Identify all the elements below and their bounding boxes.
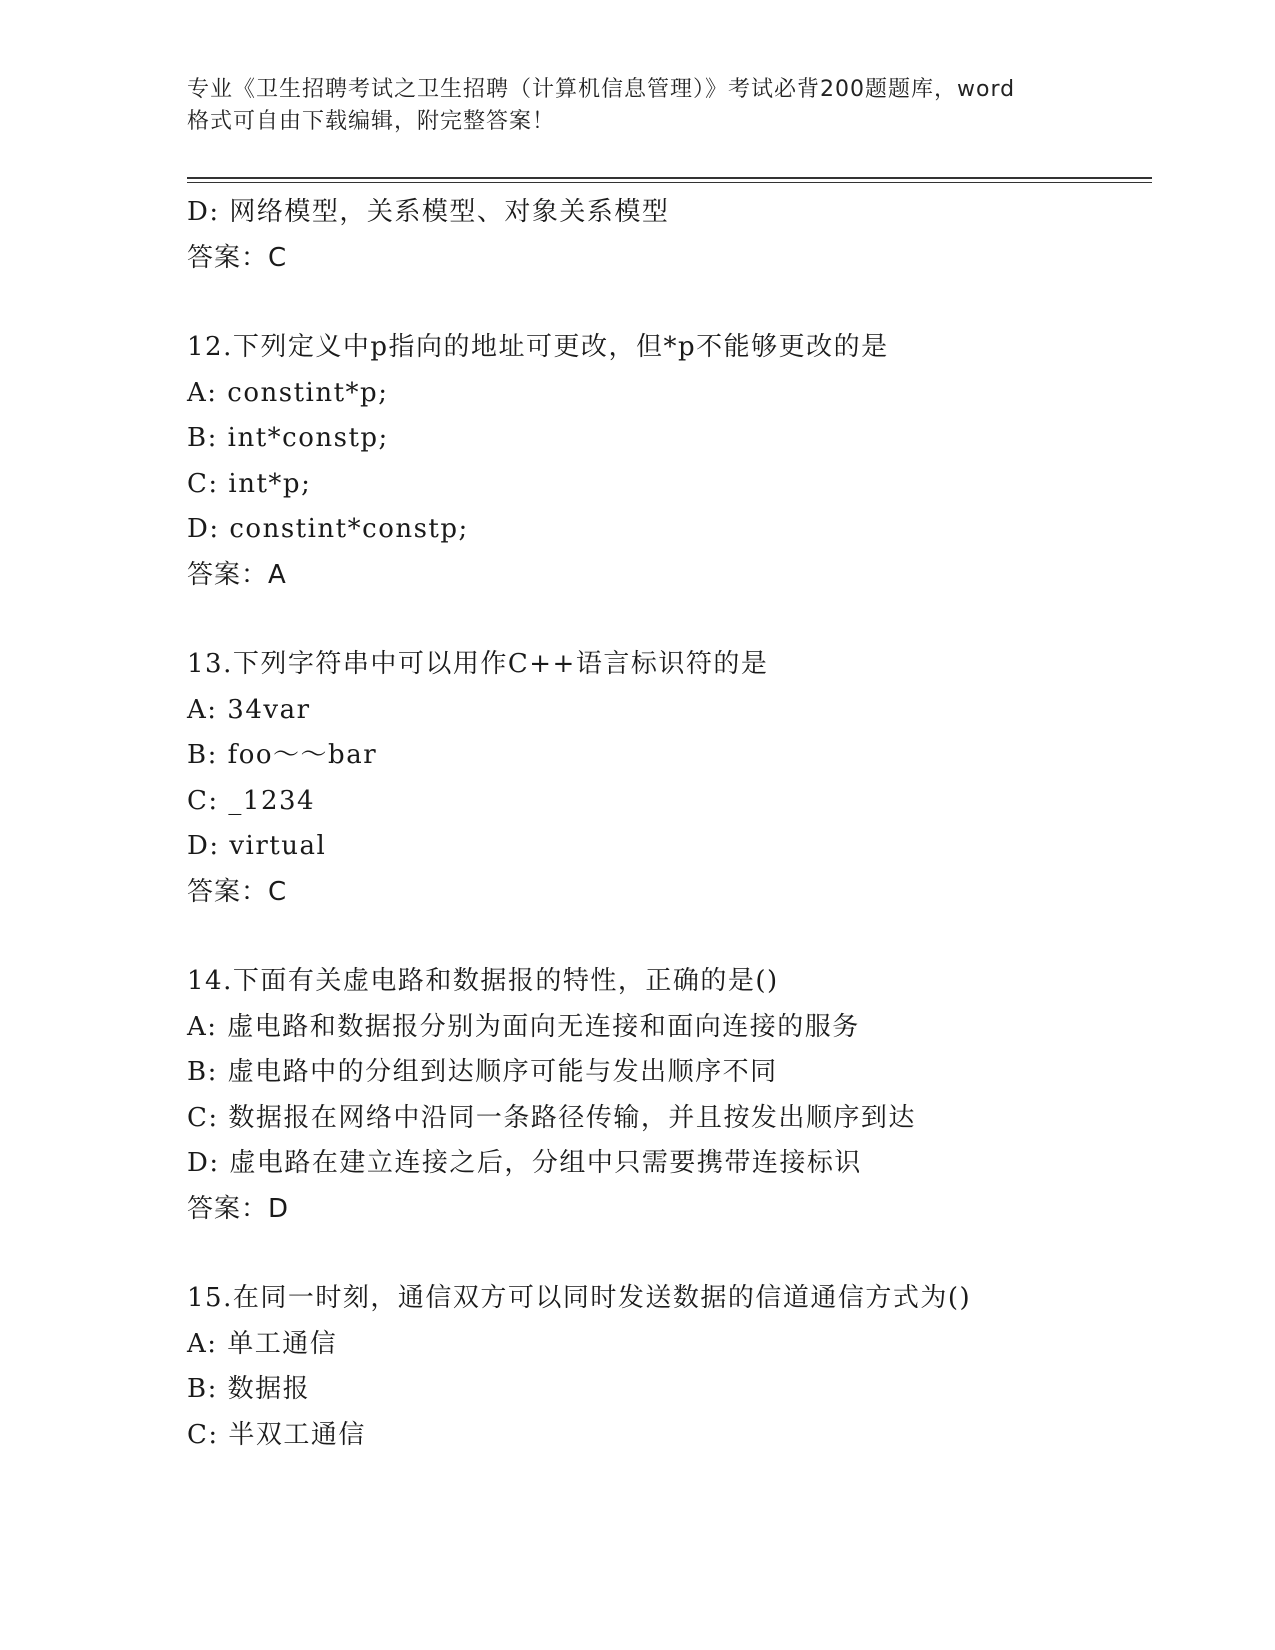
answer: 答案：D bbox=[187, 1193, 290, 1224]
option-b: B: int*constp; bbox=[187, 423, 389, 453]
header-line-2: 格式可自由下载编辑，附完整答案！ bbox=[187, 109, 556, 134]
option-c: C: _1234 bbox=[187, 785, 316, 816]
question-13 bbox=[187, 642, 1152, 915]
answer: 答案：A bbox=[187, 559, 287, 590]
option-c: C: 数据报在网络中沿同一条路径传输，并且按发出顺序到达 bbox=[187, 1102, 916, 1133]
question-15 bbox=[187, 1276, 1152, 1458]
option-d: D: constint*constp; bbox=[187, 514, 469, 544]
question-stem: 14.下面有关虚电路和数据报的特性，正确的是() bbox=[187, 966, 779, 996]
option-b: B: 数据报 bbox=[187, 1374, 311, 1404]
option-d: D: virtual bbox=[187, 831, 327, 861]
option-a: A: 单工通信 bbox=[187, 1328, 338, 1359]
prev-option-d: D: 网络模型，关系模型、对象关系模型 bbox=[187, 197, 670, 227]
question-stem: 12.下列定义中p指向的地址可更改，但*p不能够更改的是 bbox=[187, 332, 889, 362]
option-a: A: 34var bbox=[187, 694, 311, 725]
document-header bbox=[187, 74, 1087, 138]
spacer bbox=[187, 281, 1152, 325]
option-d: D: 虚电路在建立连接之后，分组中只需要携带连接标识 bbox=[187, 1148, 862, 1178]
option-c: C: int*p; bbox=[187, 468, 312, 499]
header-line-1: 专业《卫生招聘考试之卫生招聘（计算机信息管理）》考试必背200题题库，word bbox=[187, 77, 1016, 102]
spacer bbox=[187, 1232, 1152, 1276]
spacer bbox=[187, 915, 1152, 959]
question-stem: 13.下列字符串中可以用作C++语言标识符的是 bbox=[187, 649, 769, 679]
prev-answer: 答案：C bbox=[187, 242, 288, 273]
answer: 答案：C bbox=[187, 876, 288, 907]
question-14 bbox=[187, 959, 1152, 1232]
header-divider-thick bbox=[187, 177, 1152, 179]
spacer bbox=[187, 598, 1152, 642]
question-12 bbox=[187, 325, 1152, 598]
option-b: B: 虚电路中的分组到达顺序可能与发出顺序不同 bbox=[187, 1057, 778, 1087]
question-stem: 15.在同一时刻，通信双方可以同时发送数据的信道通信方式为() bbox=[187, 1283, 972, 1313]
option-a: A: constint*p; bbox=[187, 377, 389, 408]
option-c: C: 半双工通信 bbox=[187, 1419, 366, 1450]
question-content bbox=[187, 190, 1152, 1458]
header-divider-thin bbox=[187, 182, 1152, 183]
option-b: B: foo～～bar bbox=[187, 740, 378, 770]
option-a: A: 虚电路和数据报分别为面向无连接和面向连接的服务 bbox=[187, 1011, 860, 1042]
